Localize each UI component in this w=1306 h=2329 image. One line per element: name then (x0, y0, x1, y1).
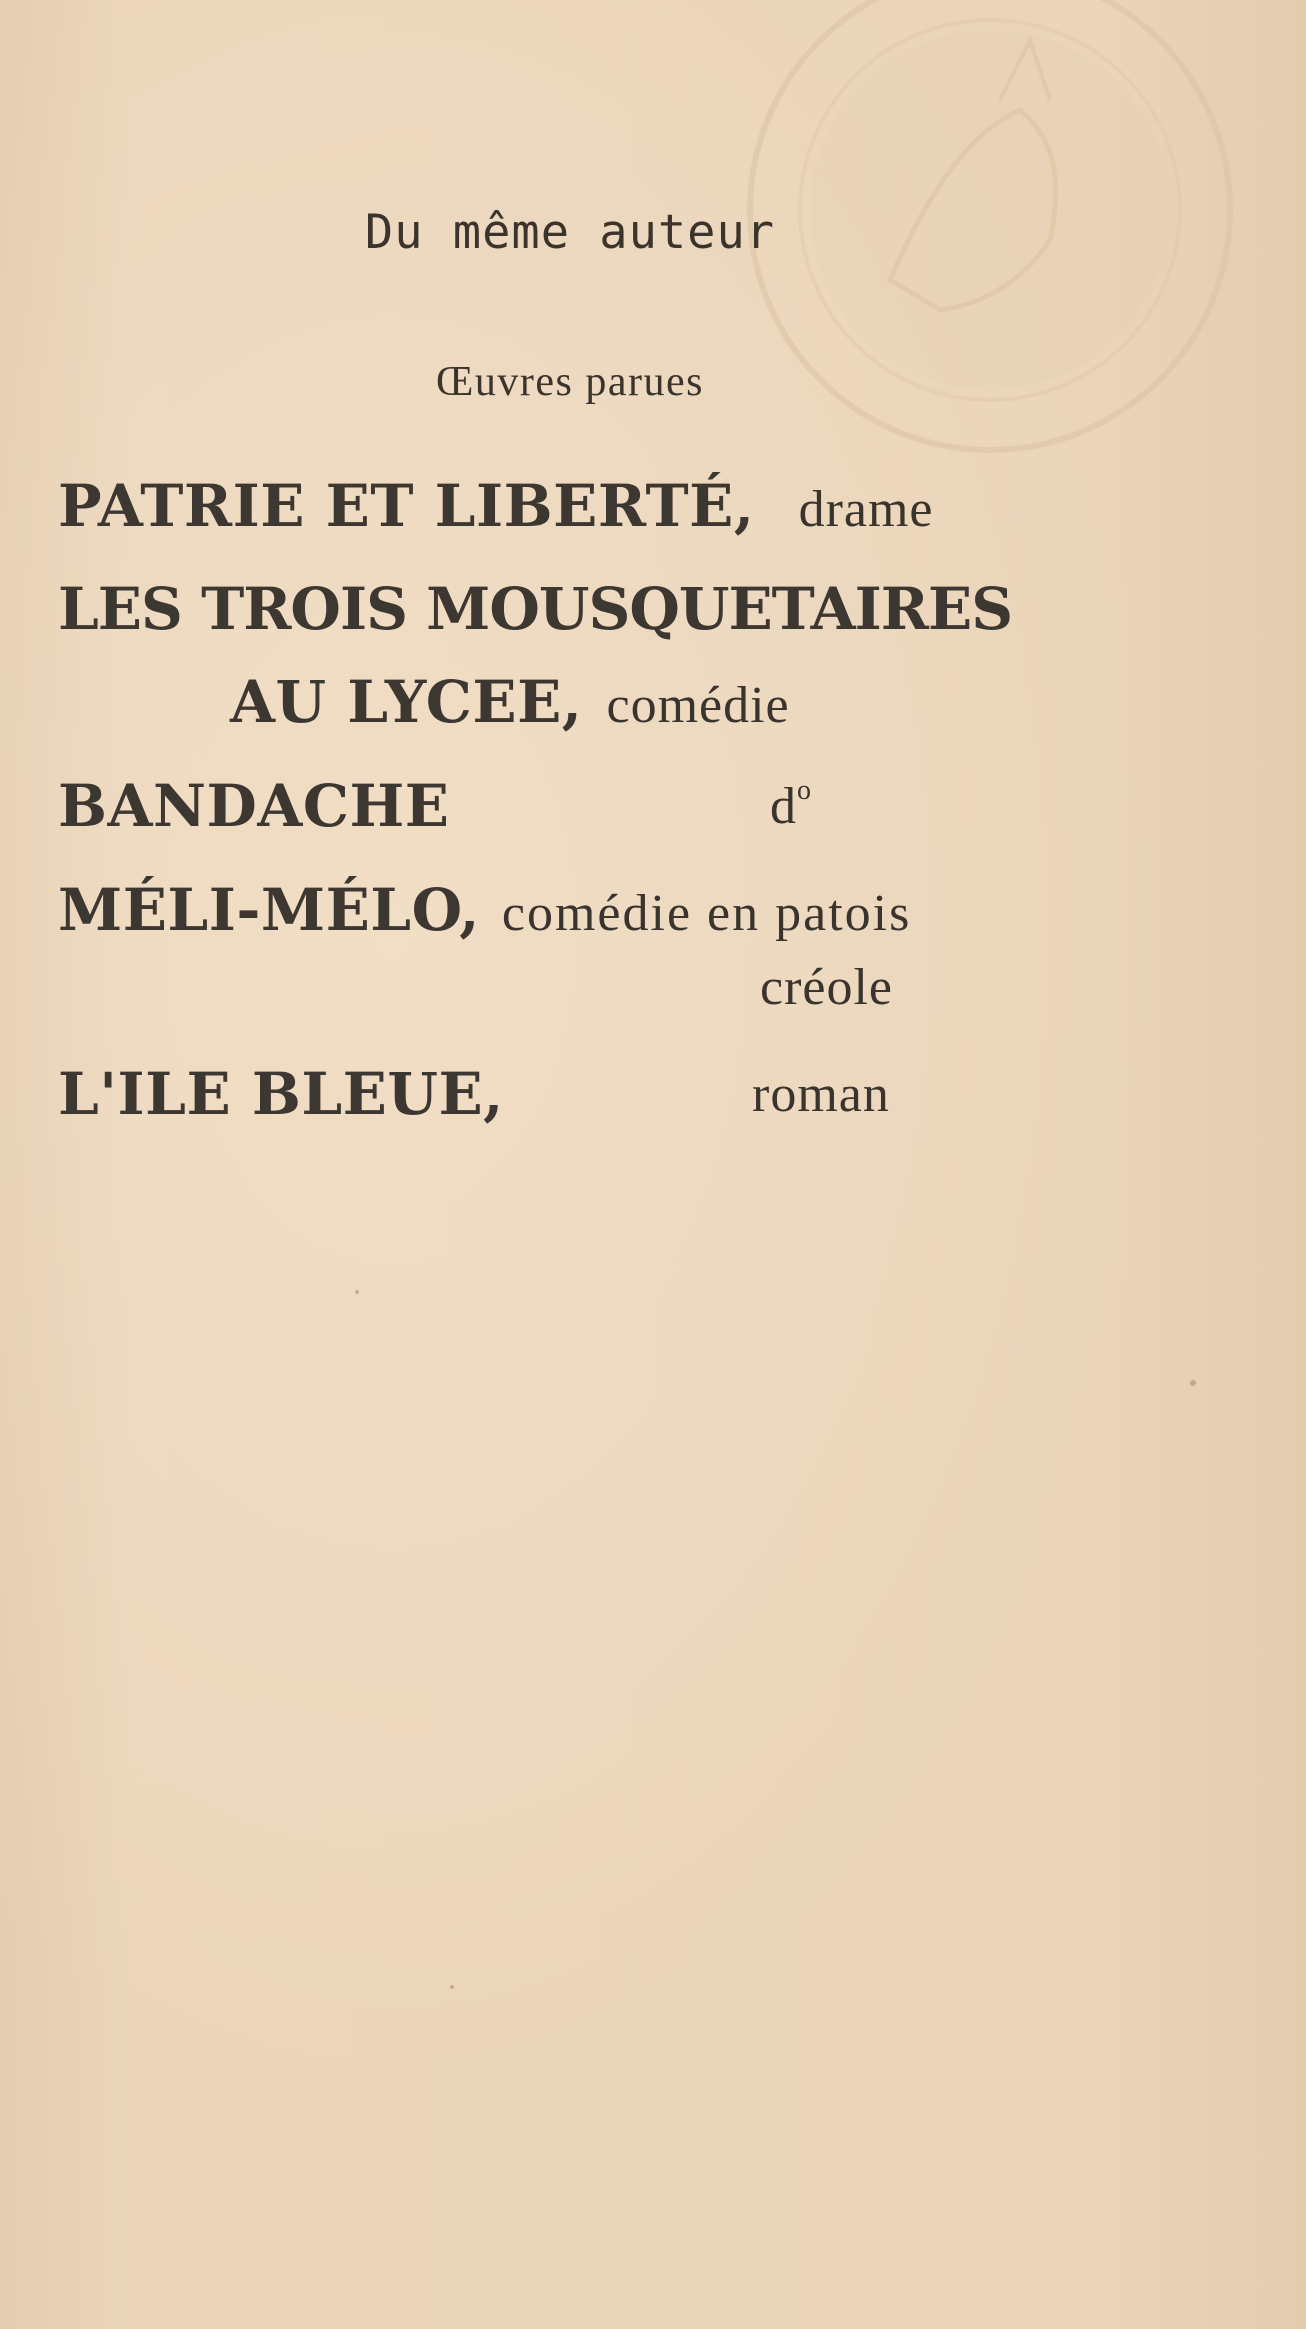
work-entry-genre (770, 775, 812, 836)
work-genre: comédie en patois (501, 885, 912, 942)
author-line: Du même auteur (364, 205, 776, 260)
paper-speck (355, 1290, 359, 1294)
work-title: AU LYCEE, (230, 668, 583, 736)
work-title: L'ILE BLEUE, (58, 1060, 504, 1128)
work-entry (58, 472, 934, 540)
work-genre: roman (752, 1066, 890, 1123)
work-entry (58, 876, 911, 944)
work-entry-genre (752, 1065, 890, 1124)
work-entry (58, 772, 450, 840)
work-genre: créole (760, 959, 894, 1016)
work-title: PATRIE ET LIBERTÉ, (58, 472, 755, 540)
work-entry-continuation (760, 958, 893, 1017)
work-title: MÉLI-MÉLO, (58, 876, 480, 944)
work-genre-superscript: o (797, 775, 812, 806)
work-title: LES TROIS MOUSQUETAIRES (58, 575, 1013, 643)
work-genre: comédie (606, 677, 790, 734)
works-line: Œuvres parues (436, 359, 704, 405)
work-entry (58, 1060, 504, 1128)
work-genre: drame (798, 481, 934, 538)
paper-speck (450, 1985, 454, 1989)
work-title: BANDACHE (58, 772, 450, 840)
paper-speck (1190, 1380, 1196, 1386)
work-entry (230, 668, 790, 736)
work-entry (58, 575, 1012, 643)
work-genre: d (770, 778, 797, 835)
